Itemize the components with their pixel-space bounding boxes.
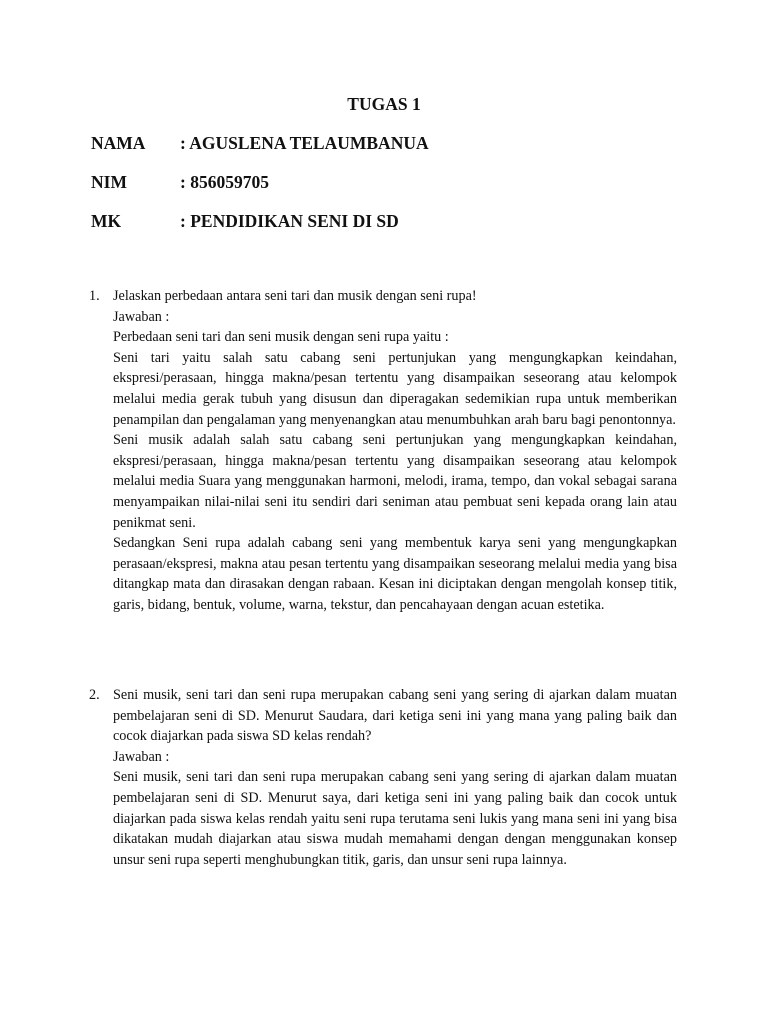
- answer-paragraph: Seni musik adalah salah satu cabang seni pertunjukan yang mengungkapkan keindahan, ekspresi/perasaan, hingga makna/pesan tertentu yang disampaikan seseorang atau kelompok melalui media Suara yang menggunakan harmoni, melodi, irama, tempo, dan vokal sebagai sarana menyampaikan nilai-nilai seni itu sendiri dari seniman atau pembuat seni kepada orang lain atau penikmat seni.: [113, 432, 677, 531]
- answer-paragraph: Perbedaan seni tari dan seni musik dengan seni rupa yaitu :: [113, 329, 449, 346]
- info-value-nim: : 856059705: [180, 172, 269, 192]
- info-value-nama: : AGUSLENA TELAUMBANUA: [180, 133, 429, 153]
- info-row-nama: [91, 132, 429, 154]
- question-text: Seni musik, seni tari dan seni rupa merupakan cabang seni yang sering di ajarkan dalam muatan pembelajaran seni di SD. Menurut Saudara, dari ketiga seni ini yang mana yang paling baik dan cocok diajarkan pada siswa SD kelas rendah?: [113, 687, 677, 745]
- answer-paragraph: Seni tari yaitu salah satu cabang seni pertunjukan yang mengungkapkan keindahan, ekspresi/perasaan, hingga makna/pesan tertentu yang disampaikan seseorang atau kelompok melalui media gerak tubuh yang disusun dan diperagakan sedemikian rupa untuk memberikan penampilan dan pengalaman yang menyenangkan atau menumbuhkan arah baru bagi penontonnya.: [113, 349, 677, 428]
- question-body: [113, 685, 677, 870]
- info-label-mk: MK: [91, 211, 122, 231]
- answer-label: Jawaban :: [113, 748, 170, 765]
- answer-paragraph: Seni musik, seni tari dan seni rupa merupakan cabang seni yang sering di ajarkan dalam muatan pembelajaran seni di SD. Menurut saya, dari ketiga seni ini yang paling baik dan cocok untuk diajarkan pada siswa kelas rendah yaitu seni rupa terutama seni lukis yang mana seni ini yang bisa dikatakan mudah diajarkan atau siswa mudah memahami dengan dengan menggunakan konsep unsur seni rupa seperti menghubungkan titik, garis, dan unsur seni rupa lainnya.: [113, 769, 677, 868]
- answer-paragraph: Sedangkan Seni rupa adalah cabang seni yang membentuk karya seni yang mengungkapkan perasaan/ekspresi, makna atau pesan tertentu yang disampaikan seseorang melalui media yang bisa ditangkap mata dan dirasakan dengan rabaan. Kesan ini diciptakan dengan mengolah konsep titik, garis, bidang, bentuk, volume, warna, tekstur, dan pencahayaan dengan acuan estetika.: [113, 535, 677, 613]
- info-value-mk: : PENDIDIKAN SENI DI SD: [180, 211, 399, 231]
- info-label-nim: NIM: [91, 172, 127, 192]
- question-body: [113, 286, 677, 616]
- info-row-mk: [91, 210, 399, 232]
- info-label-nama: NAMA: [91, 133, 146, 153]
- question-number: 1.: [89, 288, 100, 304]
- question-text: Jelaskan perbedaan antara seni tari dan musik dengan seni rupa!: [113, 288, 477, 304]
- info-row-nim: [91, 171, 269, 193]
- question-number: 2.: [89, 687, 100, 703]
- answer-label: Jawaban :: [113, 308, 170, 325]
- document-title: TUGAS 1: [347, 94, 421, 114]
